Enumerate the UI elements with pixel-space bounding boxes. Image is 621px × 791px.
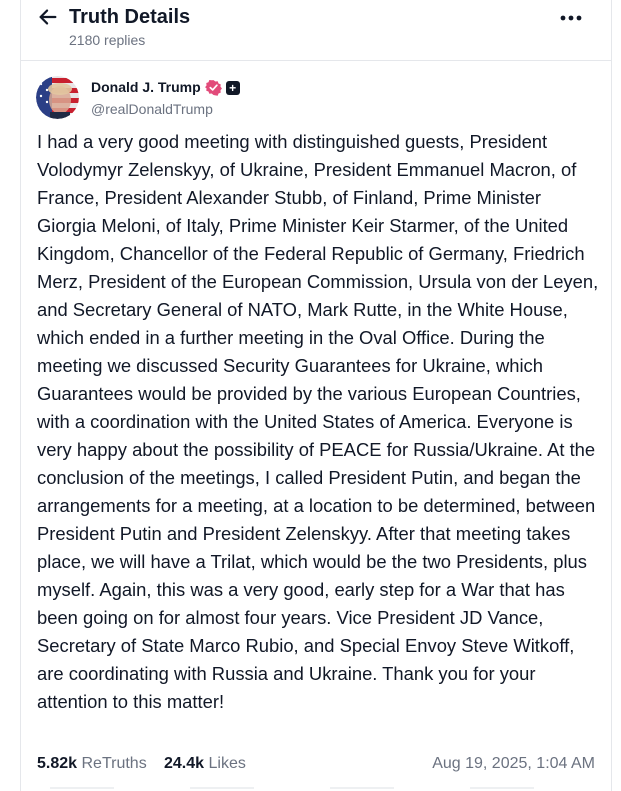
more-options-button[interactable]	[558, 8, 584, 28]
post-text: I had a very good meeting with distinguished guests, President Volodymyr Zelenskyy, of Ukraine, President Emmanuel Macron, of France, President Alexander Stubb, of Finland, Prime Minister Giorgia Meloni, of Italy, Prime Minister Keir Starmer, of the United Kingdom, Chancellor of the Federal Republic of Germany, Friedrich Merz, President of the European Commission, Ursula von der Leyen, and Secretary General of NATO, Mark Rutte, in the White House, which ended in a further meeting in the Oval Office. During the meeting we discussed Security Guarantees for Ukraine, which Guarantees would be provided by the various European Countries, with a coordination with the United States of America. Everyone is very happy about the possibility of PEACE for Russia/Ukraine. At the conclusion of the meetings, I called President Putin, and began the arrangements for a meeting, at a location to be determined, between President Putin and President Zelenskyy. After that meeting takes place, we will have a Trilat, which would be the two Presidents, plus myself. Again, this was a very good, early step for a War that has been going on for almost four years. Vice President JD Vance, Secretary of State Marco Rubio, and Special Envoy Steve Witkoff, are coordinating with Russia and Ukraine. Thank you for your attention to this matter!	[37, 131, 599, 712]
retruths-stat[interactable]	[37, 753, 147, 775]
author-name-row	[91, 79, 240, 96]
plus-badge-icon: +	[226, 81, 240, 95]
header-divider	[20, 60, 612, 61]
likes-count: 24.4k	[164, 755, 209, 772]
page-header	[0, 0, 621, 60]
verified-badge-icon	[205, 79, 222, 96]
likes-label: Likes	[208, 755, 246, 772]
replies-count: 2180 replies	[69, 32, 146, 48]
author-handle[interactable]: @realDonaldTrump	[91, 101, 213, 117]
page-title: Truth Details	[69, 6, 191, 28]
action-bar-hint	[20, 785, 612, 791]
back-button[interactable]	[36, 5, 60, 29]
retruths-count: 5.82k	[37, 755, 82, 772]
avatar[interactable]	[36, 76, 79, 119]
author-name[interactable]: Donald J. Trump	[91, 79, 201, 95]
post-stats	[37, 753, 597, 775]
more-horizontal-icon	[560, 15, 582, 21]
post-timestamp: Aug 19, 2025, 1:04 AM	[432, 755, 595, 772]
retruths-label: ReTruths	[81, 755, 147, 772]
likes-stat[interactable]	[164, 753, 246, 775]
arrow-left-icon	[37, 6, 59, 28]
post-author	[36, 76, 436, 120]
